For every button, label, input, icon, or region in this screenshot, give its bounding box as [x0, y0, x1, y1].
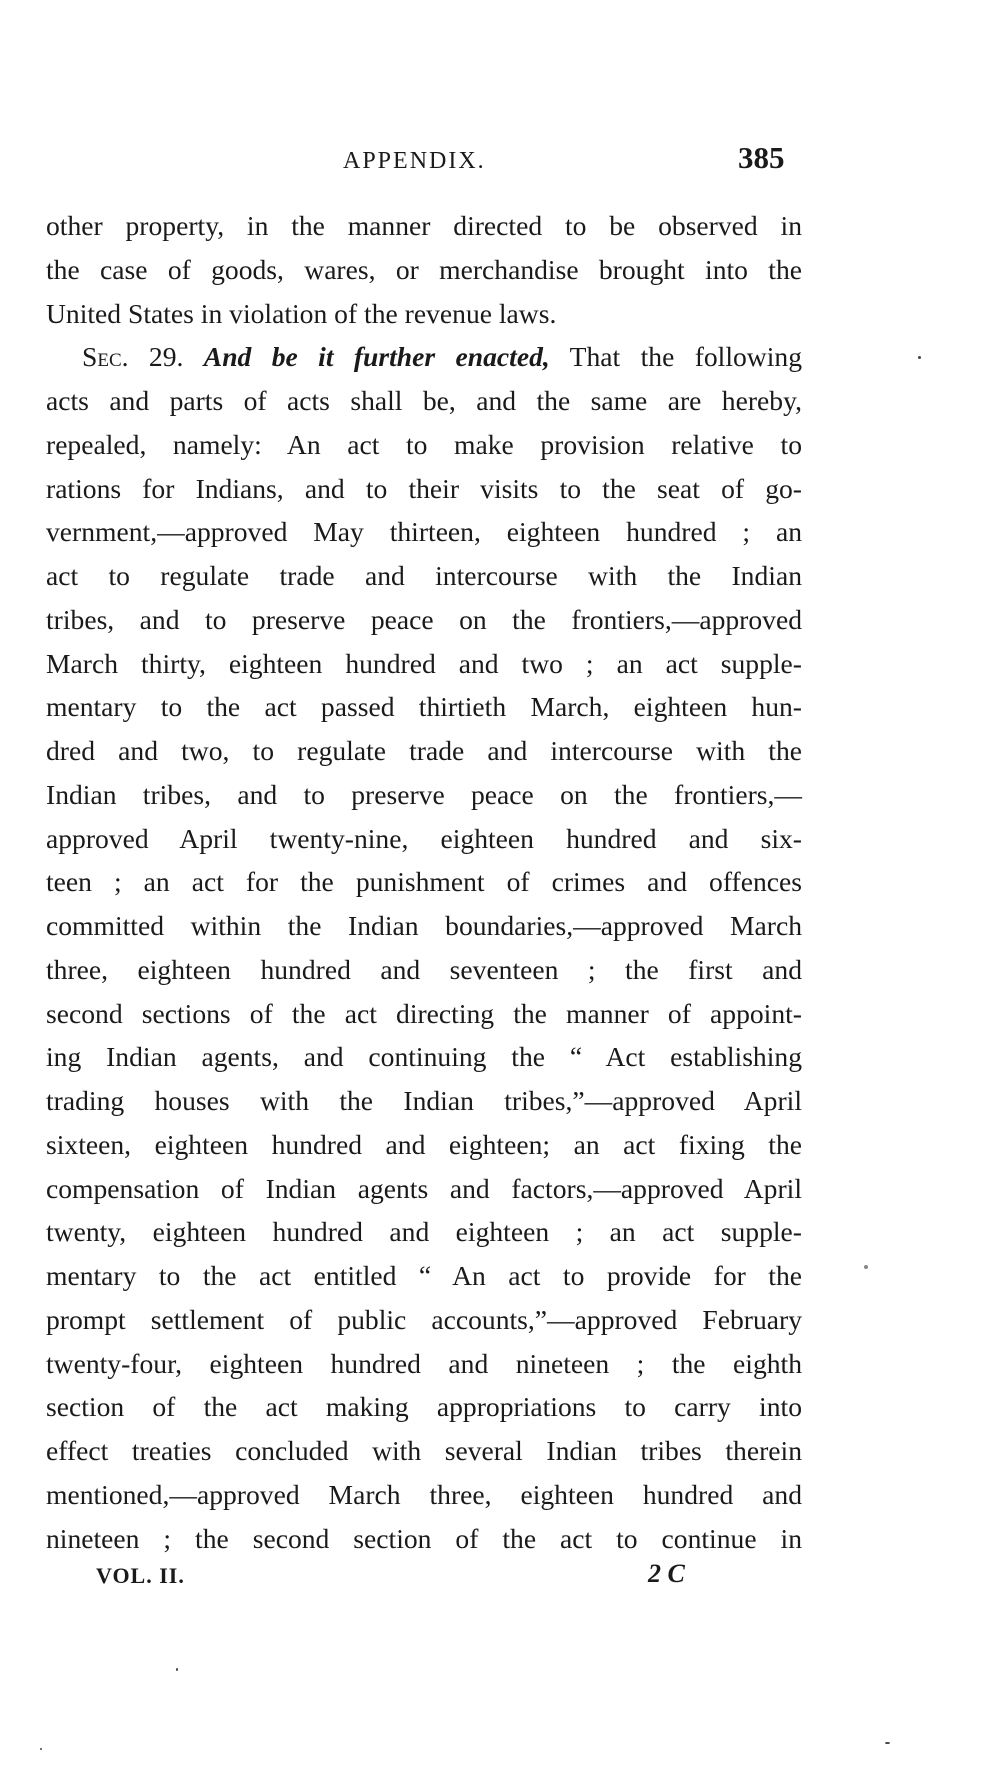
page-number: 385 [738, 140, 785, 175]
text-line: three, eighteen hundred and seventeen ; the first and [46, 953, 802, 985]
text-line: mentary to the act passed thirtieth March, eighteen hun- [46, 691, 802, 723]
scan-speck [176, 1668, 178, 1671]
running-head [0, 140, 1000, 180]
text-line: sixteen, eighteen hundred and eighteen; an act fixing the [46, 1128, 802, 1160]
text-line: repealed, namely: An act to make provision relative to [46, 428, 802, 460]
text-line: teen ; an act for the punishment of crimes and offences [46, 866, 802, 898]
text-line: nineteen ; the second section of the act to continue in [46, 1522, 802, 1554]
text-line: effect treaties concluded with several Indian tribes therein [46, 1435, 802, 1466]
text-line: twenty, eighteen hundred and eighteen ; an act supple- [46, 1216, 802, 1248]
text-line: trading houses with the Indian tribes,”—approved April [46, 1085, 802, 1116]
text-line: vernment,—approved May thirteen, eighteen hundred ; an [46, 516, 802, 548]
running-title: APPENDIX. [343, 148, 486, 174]
signature-mark: 2 C [648, 1559, 685, 1588]
text-line: dred and two, to regulate trade and intercourse with the [46, 735, 802, 766]
section-label: Sec. 29. [82, 341, 184, 373]
page-footer [0, 1557, 1000, 1597]
section-first-line-rest: That the following [569, 341, 802, 373]
text-line: mentioned,—approved March three, eighteen hundred and [46, 1478, 802, 1510]
scan-speck [864, 1265, 868, 1269]
text-line: twenty-four, eighteen hundred and nineteen ; the eighth [46, 1347, 802, 1379]
text-line: act to regulate trade and intercourse with the Indian [46, 560, 802, 591]
volume-label: VOL. II. [96, 1563, 185, 1588]
text-line: compensation of Indian agents and factors,—approved April [46, 1172, 802, 1204]
text-line: acts and parts of acts shall be, and the same are hereby, [46, 385, 802, 416]
text-line: the case of goods, wares, or merchandise brought into the [46, 253, 802, 285]
text-line: approved April twenty-nine, eighteen hundred and six- [46, 822, 802, 854]
scan-speck [40, 1748, 42, 1750]
enacting-clause: And be it further enacted, [203, 341, 550, 373]
text-line: other property, in the manner directed to be observed in [46, 210, 802, 241]
scan-speck [885, 1742, 890, 1744]
scan-speck [918, 356, 921, 359]
text-line: March thirty, eighteen hundred and two ; an act supple- [46, 647, 802, 679]
text-line: rations for Indians, and to their visits to the seat of go- [46, 472, 802, 504]
text-line: committed within the Indian boundaries,—approved March [46, 910, 802, 941]
text-line: prompt settlement of public accounts,”—approved February [46, 1303, 802, 1335]
text-line: United States in violation of the revenue laws. [46, 297, 557, 329]
text-line: Indian tribes, and to preserve peace on the frontiers,— [46, 778, 802, 810]
section-heading-line [46, 335, 802, 379]
text-line: ing Indian agents, and continuing the “ Act establishing [46, 1041, 802, 1073]
text-line: mentary to the act entitled “ An act to provide for the [46, 1260, 802, 1291]
text-line: tribes, and to preserve peace on the frontiers,—approved [46, 603, 802, 635]
body-text [46, 204, 802, 1560]
text-line: section of the act making appropriations to carry into [46, 1391, 802, 1423]
text-line: second sections of the act directing the manner of appoint- [46, 997, 802, 1029]
